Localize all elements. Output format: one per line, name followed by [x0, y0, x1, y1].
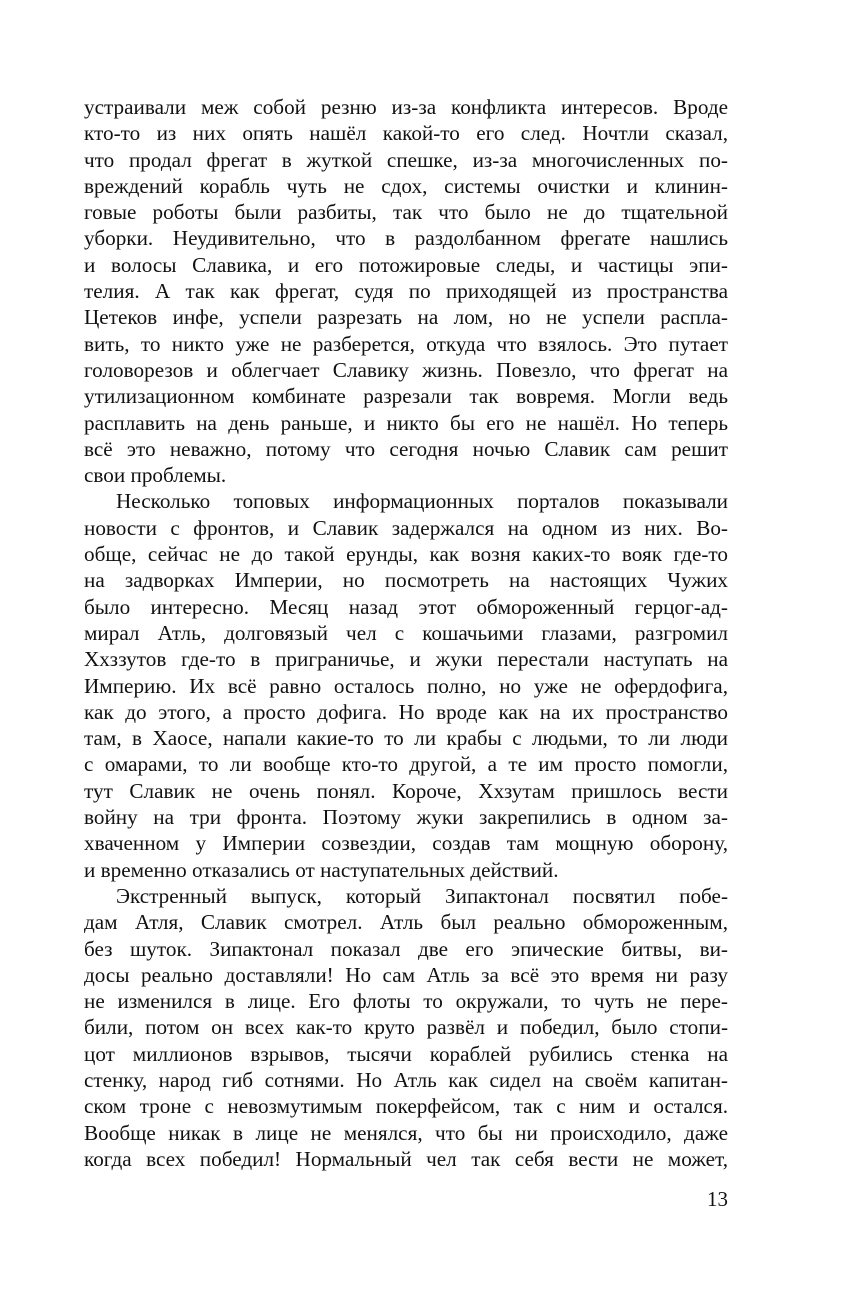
page-number: 13 [707, 1187, 728, 1211]
text-line: говые роботы были разбиты, так что было не до тщательной [84, 200, 728, 225]
text-line: там, в Хаосе, напали какие-то то ли крабы с людьми, то ли люди [84, 726, 728, 751]
text-line: утилизационном комбинате разрезали так вовремя. Могли ведь [84, 384, 728, 409]
text-line: кто-то из них опять нашёл какой-то его след. Ночтли сказал, [84, 121, 728, 146]
text-line: вить, то никто уже не разберется, откуда что взялось. Это путает [84, 331, 728, 356]
text-line: досы реально доставляли! Но сам Атль за всё это время ни разу [84, 962, 728, 987]
text-line: Вообще никак в лице не менялся, что бы ни происходило, даже [84, 1120, 728, 1145]
text-line: ском троне с невозмутимым покерфейсом, так с ним и остался. [84, 1094, 728, 1119]
text-line: стенку, народ гиб сотнями. Но Атль как сидел на своём капитан- [84, 1067, 728, 1092]
paragraph [84, 94, 728, 488]
text-line: войну на три фронта. Поэтому жуки закрепились в одном за- [84, 805, 728, 830]
text-line: телия. А так как фрегат, судя по приходящей из пространства [84, 279, 728, 304]
paragraph [84, 488, 728, 882]
text-line: вреждений корабль чуть не сдох, системы очистки и клинин- [84, 173, 728, 198]
text-line: на задворках Империи, но посмотреть на настоящих Чужих [84, 568, 728, 593]
text-line: что продал фрегат в жуткой спешке, из-за многочисленных по- [84, 147, 728, 172]
text-line: всё это неважно, потому что сегодня ночью Славик сам решит [84, 436, 728, 461]
text-line: Империю. Их всё равно осталось полно, но уже не офердофига, [84, 673, 728, 698]
text-line: Экстренный выпуск, который Зипактонал посвятил побе- [116, 883, 728, 908]
text-line: хваченном у Империи созвездии, создав там мощную оборону, [84, 831, 728, 856]
text-line: тут Славик не очень понял. Короче, Ххзутам пришлось вести [84, 778, 728, 803]
text-line: расплавить на день раньше, и никто бы его не нашёл. Но теперь [84, 410, 728, 435]
text-line: не изменился в лице. Его флоты то окружали, то чуть не пере- [84, 989, 728, 1014]
text-line: Несколько топовых информационных порталов показывали [116, 489, 728, 514]
body-text [84, 94, 728, 1172]
text-line: устраивали меж собой резню из-за конфликта интересов. Вроде [84, 95, 728, 119]
text-line: цот миллионов взрывов, тысячи кораблей рубились стенка на [84, 1041, 728, 1066]
text-line: били, потом он всех как-то круто развёл и победил, было стопи- [84, 1015, 728, 1040]
text-line: обще, сейчас не до такой ерунды, как возня каких-то вояк где-то [84, 542, 728, 567]
text-line: с омарами, то ли вообще кто-то другой, а те им просто помогли, [84, 752, 728, 777]
paragraph [84, 883, 728, 1172]
text-line: головорезов и облегчает Славику жизнь. Повезло, что фрегат на [84, 357, 728, 382]
text-line: дам Атля, Славик смотрел. Атль был реально обмороженным, [84, 910, 728, 935]
text-line: было интересно. Месяц назад этот обмороженный герцог-ад- [84, 594, 728, 619]
text-line: новости с фронтов, и Славик задержался на одном из них. Во- [84, 515, 728, 540]
text-line: когда всех победил! Нормальный чел так себя вести не может, [84, 1146, 728, 1171]
text-line: без шуток. Зипактонал показал две его эпические битвы, ви- [84, 936, 728, 961]
text-line: Ххззутов где-то в приграничье, и жуки перестали наступать на [84, 647, 728, 672]
text-line: Цетеков инфе, успели разрезать на лом, но не успели распла- [84, 305, 728, 330]
text-line: как до этого, а просто дофига. Но вроде как на их пространство [84, 699, 728, 724]
text-line: и волосы Славика, и его потожировые следы, и частицы эпи- [84, 252, 728, 277]
text-line: уборки. Неудивительно, что в раздолбанном фрегате нашлись [84, 226, 728, 251]
text-line: и временно отказались от наступательных действий. [84, 857, 559, 882]
text-line: свои проблемы. [84, 463, 227, 488]
text-line: мирал Атль, долговязый чел с кошачьими глазами, разгромил [84, 620, 728, 645]
